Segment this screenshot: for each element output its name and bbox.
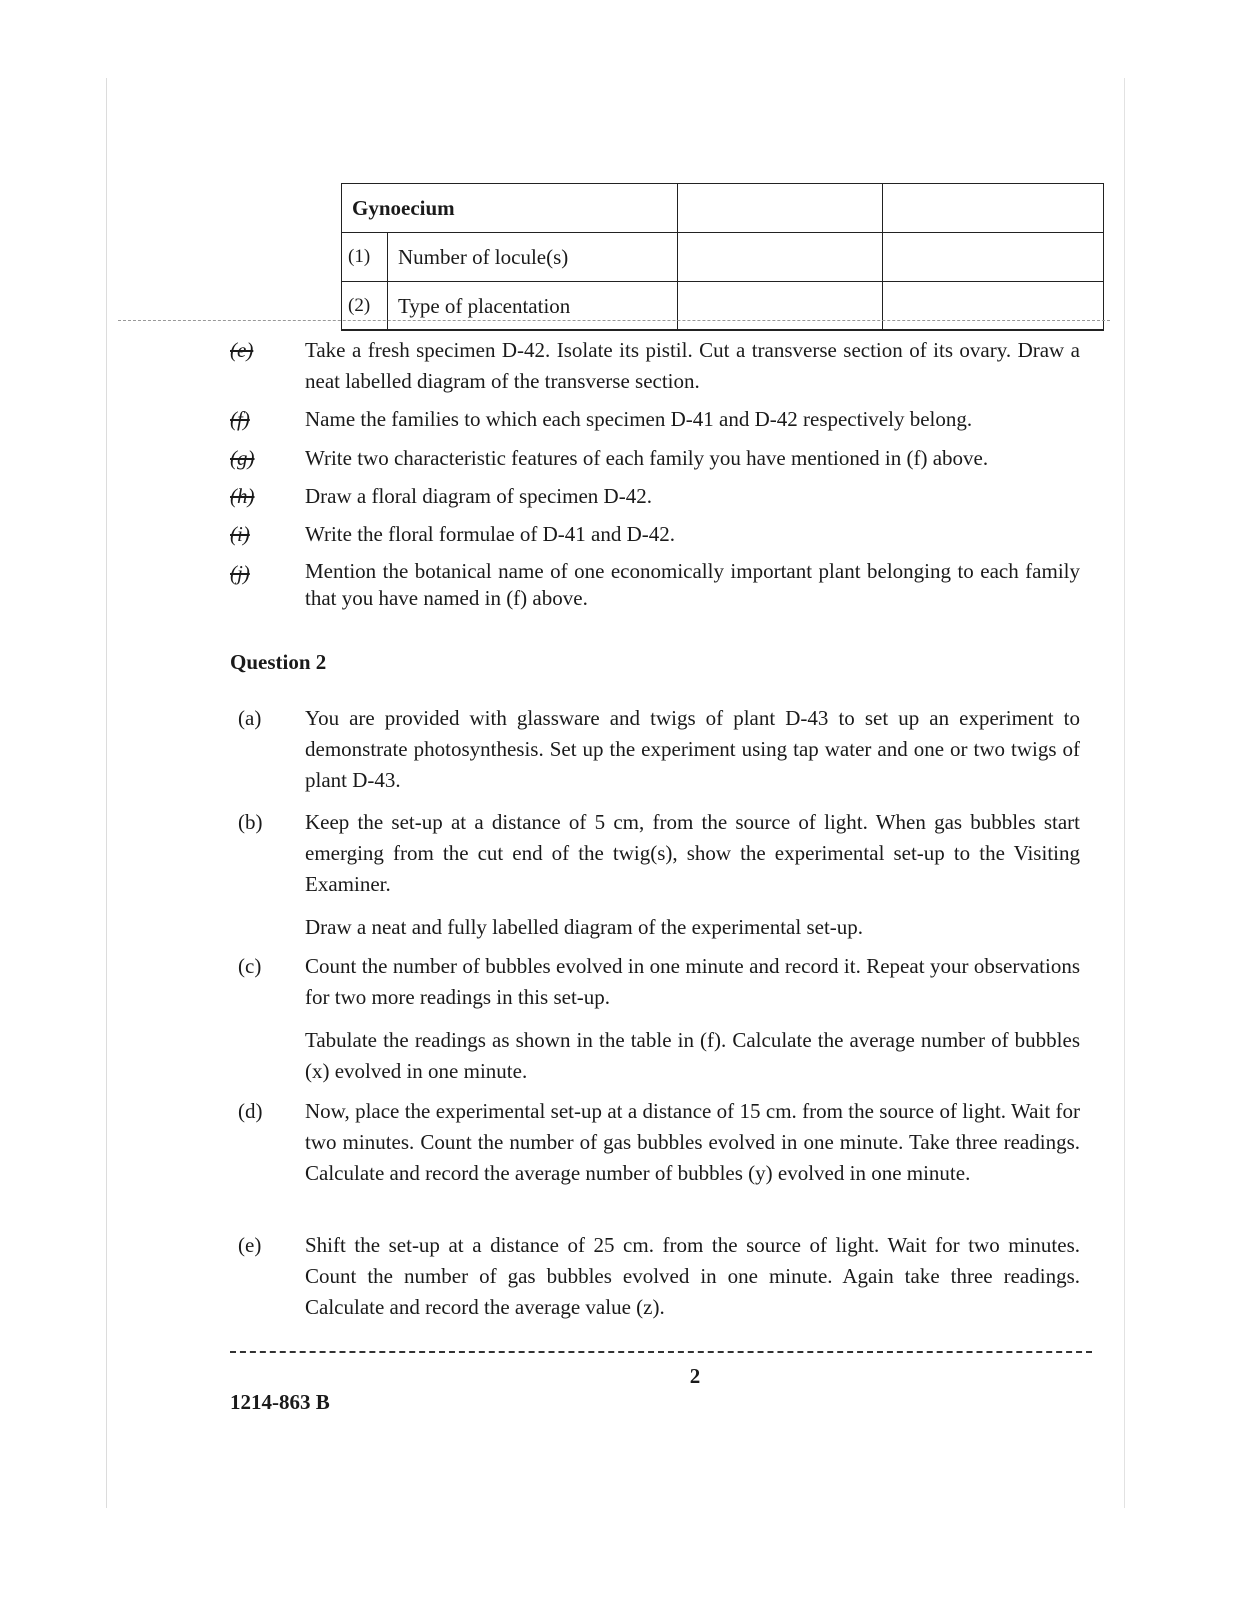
item-text: Mention the botanical name of one economically important plant belonging to each family that you have named in (f) above. bbox=[305, 559, 1080, 610]
item-paragraph: Draw a neat and fully labelled diagram of the experimental set-up. bbox=[305, 915, 864, 939]
row-label: Type of placentation bbox=[388, 282, 678, 331]
item-label: (i) bbox=[230, 522, 250, 546]
item-label: (c) bbox=[238, 954, 262, 978]
scan-edge-left bbox=[106, 78, 107, 1508]
item-label: (d) bbox=[238, 1099, 263, 1123]
table-row bbox=[342, 282, 1104, 331]
item-paragraph: Tabulate the readings as shown in the table in (f). Calculate the average number of bubbles (x) evolved in one minute. bbox=[305, 1028, 1080, 1083]
item-paragraph: Count the number of bubbles evolved in one minute and record it. Repeat your observations for two more readings in this set-up. bbox=[305, 954, 1080, 1009]
table-bottom-rule bbox=[341, 329, 1103, 330]
item-text: Take a fresh specimen D-42. Isolate its pistil. Cut a transverse section of its ovary. Draw a neat labelled diagram of the transverse section. bbox=[305, 338, 1080, 393]
empty-cell bbox=[883, 233, 1104, 282]
item-text bbox=[305, 951, 1080, 1099]
scan-edge-right bbox=[1124, 78, 1125, 1508]
item-text: Write the floral formulae of D-41 and D-42. bbox=[305, 522, 676, 546]
item-label: (g) bbox=[230, 446, 255, 470]
item-label: (e) bbox=[230, 338, 254, 362]
item-text: Name the families to which each specimen D-41 and D-42 respectively belong. bbox=[305, 407, 973, 431]
item-label: (a) bbox=[238, 706, 262, 730]
row-label: Number of locule(s) bbox=[388, 233, 678, 282]
item-label: (j) bbox=[230, 561, 250, 585]
gynoecium-heading: Gynoecium bbox=[342, 184, 678, 233]
item-paragraph: You are provided with glassware and twigs of plant D-43 to set up an experiment to demonstrate photosynthesis. Set up the experiment using tap water and one or two twigs of plant D-43. bbox=[305, 706, 1080, 792]
row-number: (2) bbox=[342, 282, 388, 331]
item-text: Write two characteristic features of each family you have mentioned in (f) above. bbox=[305, 446, 989, 470]
item-paragraph: Shift the set-up at a distance of 25 cm. from the source of light. Wait for two minutes. Count the number of gas bubbles evolved in one minute. Again take three readings. Calculate and record the average value (z). bbox=[305, 1233, 1080, 1319]
empty-cell bbox=[678, 282, 883, 331]
table-row bbox=[342, 184, 1104, 233]
row-number: (1) bbox=[342, 233, 388, 282]
footer-dashed-rule bbox=[230, 1351, 1092, 1353]
item-text: Draw a floral diagram of specimen D-42. bbox=[305, 484, 652, 508]
question-2-heading: Question 2 bbox=[230, 650, 327, 674]
item-text bbox=[305, 1230, 1080, 1335]
item-text bbox=[305, 703, 1080, 808]
item-label: (f) bbox=[230, 407, 250, 431]
paper-code: 1214-863 B bbox=[230, 1390, 330, 1414]
table-row bbox=[342, 233, 1104, 282]
scan-dashed-line bbox=[118, 320, 1110, 321]
item-label: (e) bbox=[238, 1233, 262, 1257]
item-paragraph: Keep the set-up at a distance of 5 cm, from the source of light. When gas bubbles start emerging from the cut end of the twig(s), show the experimental set-up to the Visiting Examiner. bbox=[305, 810, 1080, 896]
item-label: (b) bbox=[238, 810, 263, 834]
item-paragraph: Now, place the experimental set-up at a distance of 15 cm. from the source of light. Wait for two minutes. Count the number of gas bubbles evolved in one minute. Take three readings. Calculate and record the average number of bubbles (y) evolved in one minute. bbox=[305, 1099, 1080, 1185]
empty-cell bbox=[678, 184, 883, 233]
gynoecium-table bbox=[341, 183, 1104, 331]
item-text bbox=[305, 1096, 1080, 1201]
page-number: 2 bbox=[689, 1364, 701, 1388]
item-label: (h) bbox=[230, 484, 255, 508]
empty-cell bbox=[883, 184, 1104, 233]
item-text bbox=[305, 807, 1080, 955]
empty-cell bbox=[883, 282, 1104, 331]
empty-cell bbox=[678, 233, 883, 282]
